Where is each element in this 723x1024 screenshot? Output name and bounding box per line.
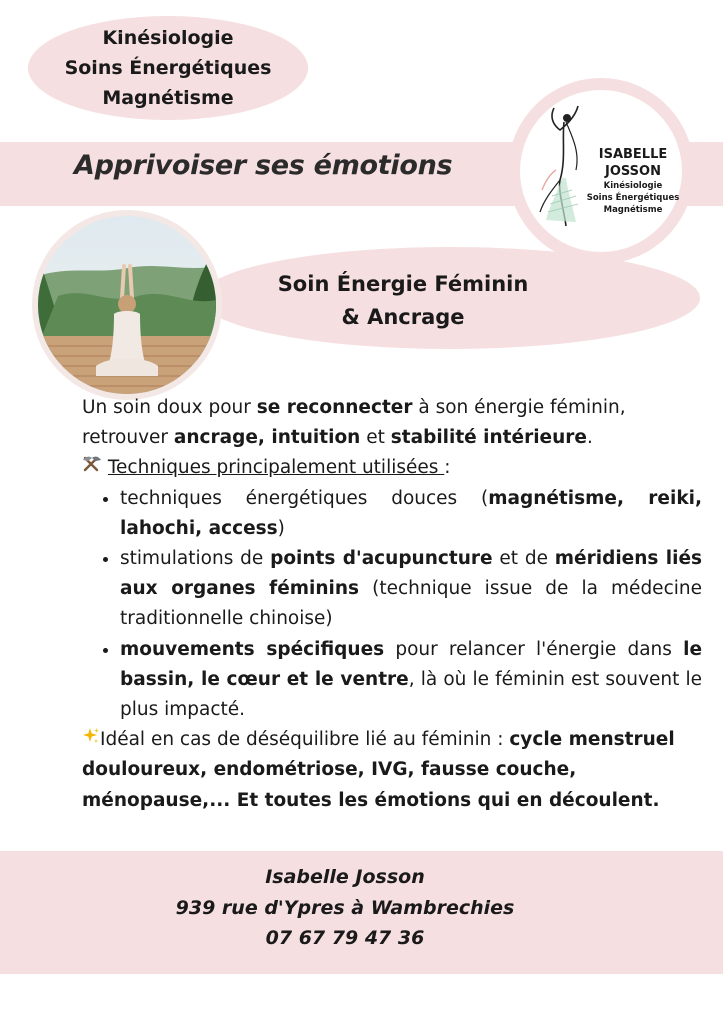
intro-bold-1: se reconnecter — [256, 397, 413, 418]
logo-name-first: ISABELLE — [598, 147, 668, 162]
bullet-3-text-2: , là où le féminin est souvent le plus impacté. — [120, 668, 702, 721]
bullet-2-bold-2: méridiens liés aux organes féminins — [120, 548, 703, 600]
intro-bold-2: ancrage, intuition — [173, 427, 361, 449]
service-title-line2: & Ancrage — [341, 305, 465, 329]
techniques-list — [82, 484, 702, 726]
intro-bold-3: stabilité intérieure — [390, 427, 587, 449]
ideal-bold: cycle menstruel douloureux, endométriose, IVG, fausse couche, ménopause,... Et toutes les émotions qui en découlent. — [82, 729, 675, 811]
logo-text — [578, 146, 688, 216]
intro-text-4: . — [586, 427, 593, 449]
logo-sub-soins: Soins Énergétiques — [586, 193, 680, 203]
intro-text-3: et — [360, 427, 391, 449]
bullet-1-bold-1: magnétisme, reiki, lahochi, access — [120, 487, 702, 539]
intro-paragraph — [82, 393, 702, 453]
bullet-3-bold-2: le bassin, le cœur et le ventre — [120, 638, 702, 690]
bullet-3-text-1: pour relancer l'énergie dans — [384, 638, 684, 660]
ideal-paragraph — [82, 725, 702, 816]
bullet-2-text-1: stimulations de — [120, 548, 271, 570]
contact-address: 939 rue d'Ypres à Wambrechies — [175, 896, 515, 919]
list-item — [120, 484, 702, 544]
list-item — [120, 635, 702, 726]
bullet-2-text-3: (technique issue de la médecine traditionnelle chinoise) — [120, 578, 702, 630]
techniques-label: Techniques principalement utilisées — [107, 457, 445, 479]
hammer-and-pick-icon — [82, 453, 102, 483]
service-title-line1: Soin Énergie Féminin — [277, 272, 529, 296]
bullet-3-bold-1: mouvements spécifiques — [120, 638, 385, 660]
page-title: Apprivoiser ses émotions — [74, 150, 453, 181]
specialties-badge — [28, 16, 308, 120]
bullet-1-text-1: techniques énergétiques douces ( — [120, 487, 489, 509]
logo-name-last: JOSSON — [605, 164, 661, 179]
yoga-photo — [38, 216, 216, 394]
logo-sub-magnetisme: Magnétisme — [603, 205, 663, 215]
intro-text-2: à son énergie féminin, retrouver — [82, 397, 626, 449]
yoga-meditation-image — [38, 216, 216, 394]
service-title — [200, 268, 606, 334]
techniques-colon: : — [444, 457, 451, 479]
logo-sub-kinesiologie: Kinésiologie — [603, 181, 663, 191]
list-item — [120, 544, 702, 635]
contact-name: Isabelle Josson — [265, 866, 425, 888]
badge-line-soins: Soins Énergétiques — [64, 57, 272, 79]
intro-text-1: Un soin doux pour — [82, 397, 257, 418]
bullet-1-text-2: ) — [277, 517, 285, 539]
badge-line-kinesiologie: Kinésiologie — [102, 27, 234, 49]
techniques-heading — [82, 453, 702, 483]
bullet-2-text-2: et de — [492, 548, 555, 570]
badge-line-magnetisme: Magnétisme — [102, 87, 234, 109]
contact-phone: 07 67 79 47 36 — [265, 927, 425, 949]
sparkles-icon — [82, 725, 100, 755]
bullet-2-bold-1: points d'acupuncture — [270, 548, 493, 570]
ideal-text: Idéal en cas de déséquilibre lié au féminin : — [100, 729, 510, 751]
description-text — [82, 393, 702, 816]
contact-block — [0, 862, 690, 954]
